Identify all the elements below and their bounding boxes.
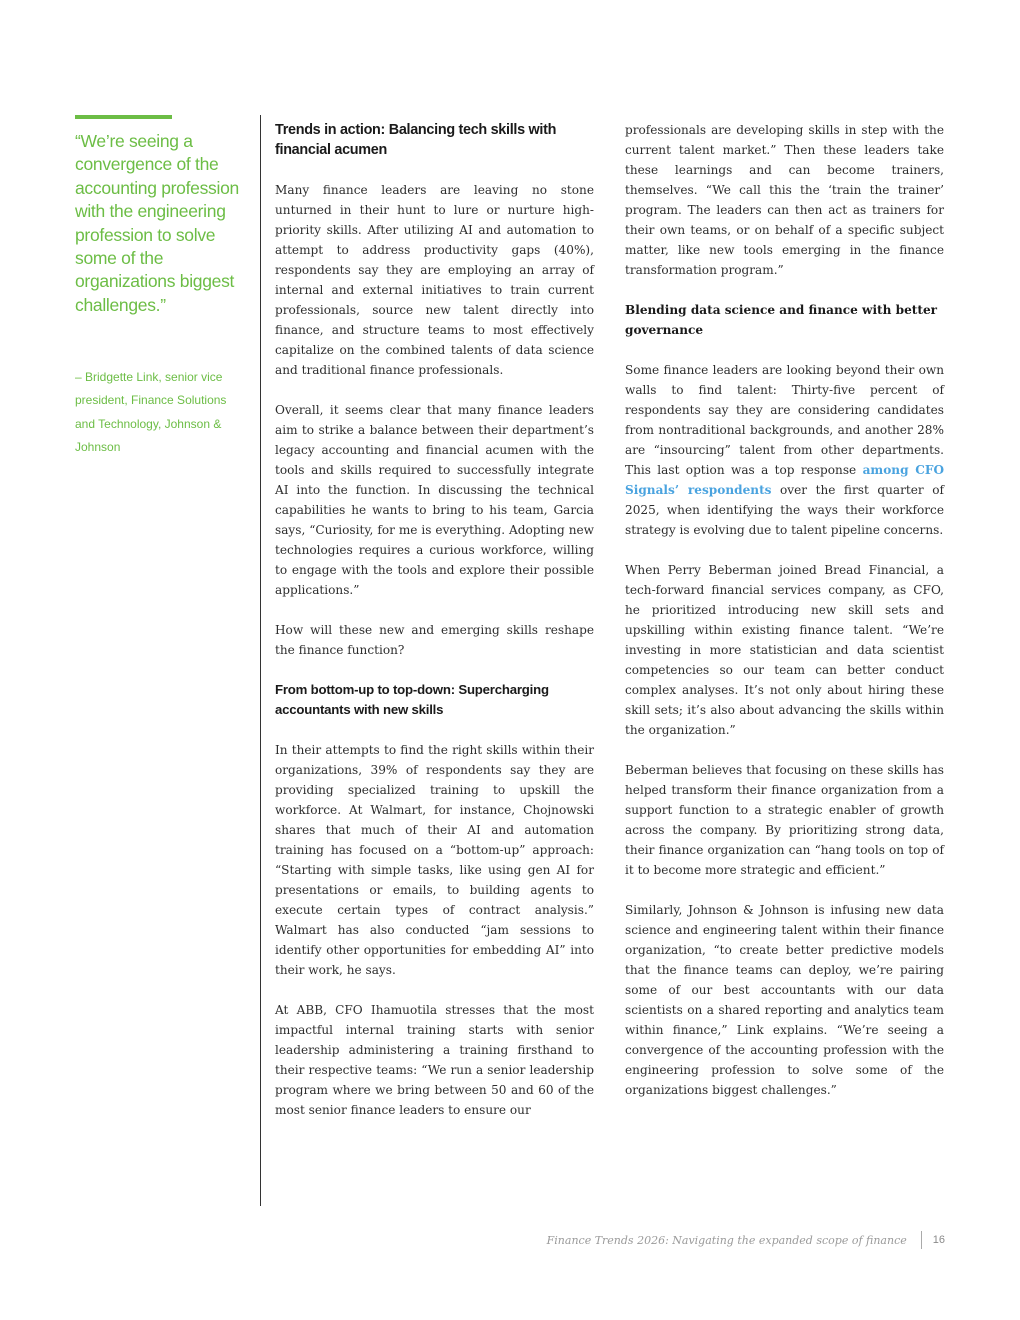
column-divider <box>260 115 261 1206</box>
paragraph: How will these new and emerging skills reshape the finance function? <box>275 623 594 657</box>
paragraph-text: Some finance leaders are looking beyond their own walls to find talent: Thirty-five percent of respondents say they are considering candidates from nontraditional backgrounds, and another 28% are “insourcing” talent from other departments. This last option was a top response <box>625 363 944 477</box>
section-heading-tech-skills: Trends in action: Balancing tech skills with financial acumen <box>275 122 557 158</box>
cfo-signals-link[interactable]: among CFO Signals’ respondents <box>625 463 944 497</box>
article-column-right <box>625 120 944 1100</box>
paragraph: At ABB, CFO Ihamuotila stresses that the most impactful internal training starts with senior leadership administering a training firsthand to their respective teams: “We run a senior leadership program where we bring between 50 and 60 of the most senior finance leaders to ensure our <box>275 1003 594 1117</box>
paragraph: Overall, it seems clear that many finance leaders aim to strike a balance between their department’s legacy accounting and financial acumen with the tools and skills required to successfully integrate AI into the function. In discussing the technical capabilities he wants to bring to his team, Garcia says, “Curiosity, for me is everything. Adopting new technologies requires a curious workforce, willing to engage with the tools and explore their possible applications.” <box>275 403 594 597</box>
paragraph: Similarly, Johnson & Johnson is infusing new data science and engineering talent within their finance organization, “to create better predictive models that the finance teams can deploy, we’re pairing some of our best accountants with our data scientists on a shared reporting and analytics team within finance,” Link explains. “We’re seeing a convergence of the accounting profession with the engineering profession to solve some of the organizations biggest challenges.” <box>625 903 944 1097</box>
section-heading-bottom-up: From bottom-up to top-down: Supercharging accountants with new skills <box>275 682 549 717</box>
paragraph: Beberman believes that focusing on these skills has helped transform their finance organization from a support function to a strategic enabler of growth across the company. By prioritizing strong data, their finance organization can “hang tools on top of it to become more strategic and efficient.” <box>625 763 944 877</box>
article-column-left <box>275 120 594 1120</box>
paragraph: Many finance leaders are leaving no stone unturned in their hunt to lure or nurture high-priority skills. After utilizing AI and automation to attempt to address productivity gaps (40%), respondents say they are employing an array of internal and external initiatives to train current professionals, source new talent directly into finance, and structure teams to most effectively capitalize on the combined talents of data science and traditional finance professionals. <box>275 183 594 377</box>
page-number: 16 <box>932 1234 945 1246</box>
paragraph-with-link <box>625 360 944 540</box>
footer-title: Finance Trends 2026: Navigating the expanded scope of finance <box>546 1233 907 1247</box>
section-heading-data-science: Blending data science and finance with better governance <box>625 303 938 337</box>
pull-quote: “We’re seeing a convergence of the accounting profession with the engineering profession to solve some of the organizations biggest challenges.” <box>75 131 239 315</box>
footer-separator <box>921 1231 922 1249</box>
paragraph: professionals are developing skills in step with the current talent market.” Then these leaders take these learnings and can become trainers, themselves. “We call this the ‘train the trainer’ program. The leaders can then act as trainers for their own teams, or on behalf of a specific subject matter, like new tools emerging in the finance transformation program.” <box>625 123 944 277</box>
sidebar-accent-rule <box>75 115 172 119</box>
paragraph: In their attempts to find the right skills within their organizations, 39% of respondents say they are providing specialized training to upskill the workforce. At Walmart, for instance, Chojnowski shares that much of their AI and automation training has focused on a “bottom-up” approach: “Starting with simple tasks, like using gen AI for presentations or emails, to building agents to execute certain types of contract analysis.” Walmart has also conducted “jam sessions to identify other opportunities for embedding AI” into their work, he says. <box>275 743 594 977</box>
page-footer <box>547 1230 945 1250</box>
pull-quote-attribution: – Bridgette Link, senior vice president, Finance Solutions and Technology, Johnson & Johnson <box>75 370 227 455</box>
paragraph-text: over the first quarter of 2025, when identifying the ways their workforce strategy is evolving due to talent pipeline concerns. <box>625 483 945 537</box>
paragraph: When Perry Beberman joined Bread Financial, a tech-forward financial services company, as CFO, he prioritized introducing new skill sets and upskilling within existing finance talent. “We’re investing in more statistician and data scientist competencies so our team can better conduct complex analyses. It’s not only about hiring these skill sets; it’s also about advancing the skills within the organization.” <box>625 563 944 737</box>
